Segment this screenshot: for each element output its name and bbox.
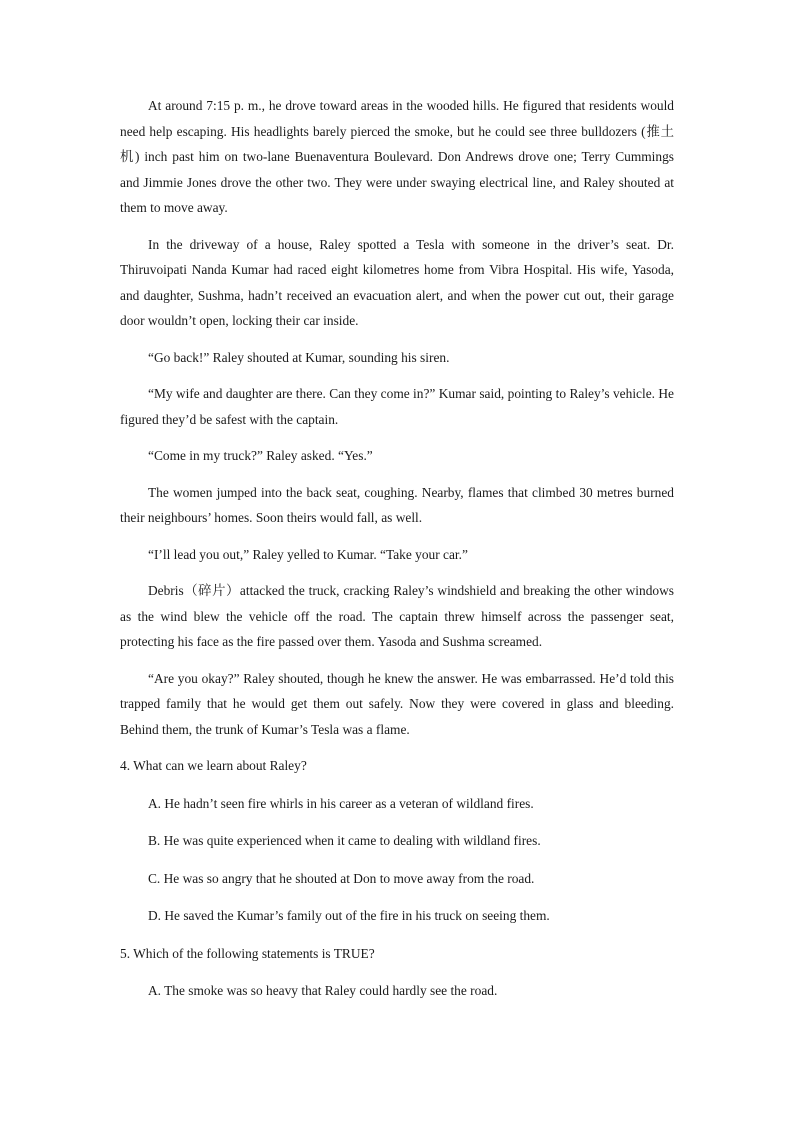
question-5-prompt: 5. Which of the following statements is TRUE?	[120, 945, 375, 961]
paragraph-1: At around 7:15 p. m., he drove toward areas in the wooded hills. He figured that residents would need help escaping. His headlights barely pierced the smoke, but he could see three bulldozers (推土机) inch past him on two-lane Buenaventura Boulevard. Don Andrews drove one; Terry Cummings and Jimmie Jones drove the other two. They were under swaying electrical line, and Raley shouted at them to move away.	[120, 98, 674, 215]
question-4-prompt: 4. What can we learn about Raley?	[120, 758, 307, 773]
paragraph-8: Debris（碎片）attacked the truck, cracking Raley’s windshield and breaking the other windows as the wind blew the vehicle off the road. The captain threw himself across the passenger seat, protecting his face as the fire passed over them. Yasoda and Sushma screamed.	[120, 583, 674, 649]
paragraph-7: “I’ll lead you out,” Raley yelled to Kumar. “Take your car.”	[148, 546, 468, 562]
paragraph-2: In the driveway of a house, Raley spotted a Tesla with someone in the driver’s seat. Dr. Thiruvoipati Nanda Kumar had raced eight kilometres home from Vibra Hospital. His wife, Yasoda, and daughter, Sushma, hadn’t received an evacuation alert, and when the power cut out, their garage door wouldn’t open, locking their car inside.	[120, 236, 674, 328]
paragraph-9: “Are you okay?” Raley shouted, though he knew the answer. He was embarrassed. He’d told this trapped family that he would get them out safely. Now they were covered in glass and bleeding. Behind them, the trunk of Kumar’s Tesla was a flame.	[120, 670, 674, 737]
question-4-option-a: A. He hadn’t seen fire whirls in his career as a veteran of wildland fires.	[148, 795, 534, 811]
paragraph-6: The women jumped into the back seat, coughing. Nearby, flames that climbed 30 metres burned their neighbours’ homes. Soon theirs would fall, as well.	[120, 484, 674, 525]
paragraph-3: “Go back!” Raley shouted at Kumar, sounding his siren.	[148, 349, 450, 365]
question-4-option-b: B. He was quite experienced when it came to dealing with wildland fires.	[148, 833, 541, 848]
question-4-option-c: C. He was so angry that he shouted at Don to move away from the road.	[148, 870, 535, 886]
question-5-option-a: A. The smoke was so heavy that Raley could hardly see the road.	[148, 983, 498, 998]
paragraph-5: “Come in my truck?” Raley asked. “Yes.”	[148, 448, 373, 463]
question-4-option-d: D. He saved the Kumar’s family out of the fire in his truck on seeing them.	[148, 908, 550, 923]
paragraph-4: “My wife and daughter are there. Can they come in?” Kumar said, pointing to Raley’s vehicle. He figured they’d be safest with the captain.	[120, 386, 674, 427]
